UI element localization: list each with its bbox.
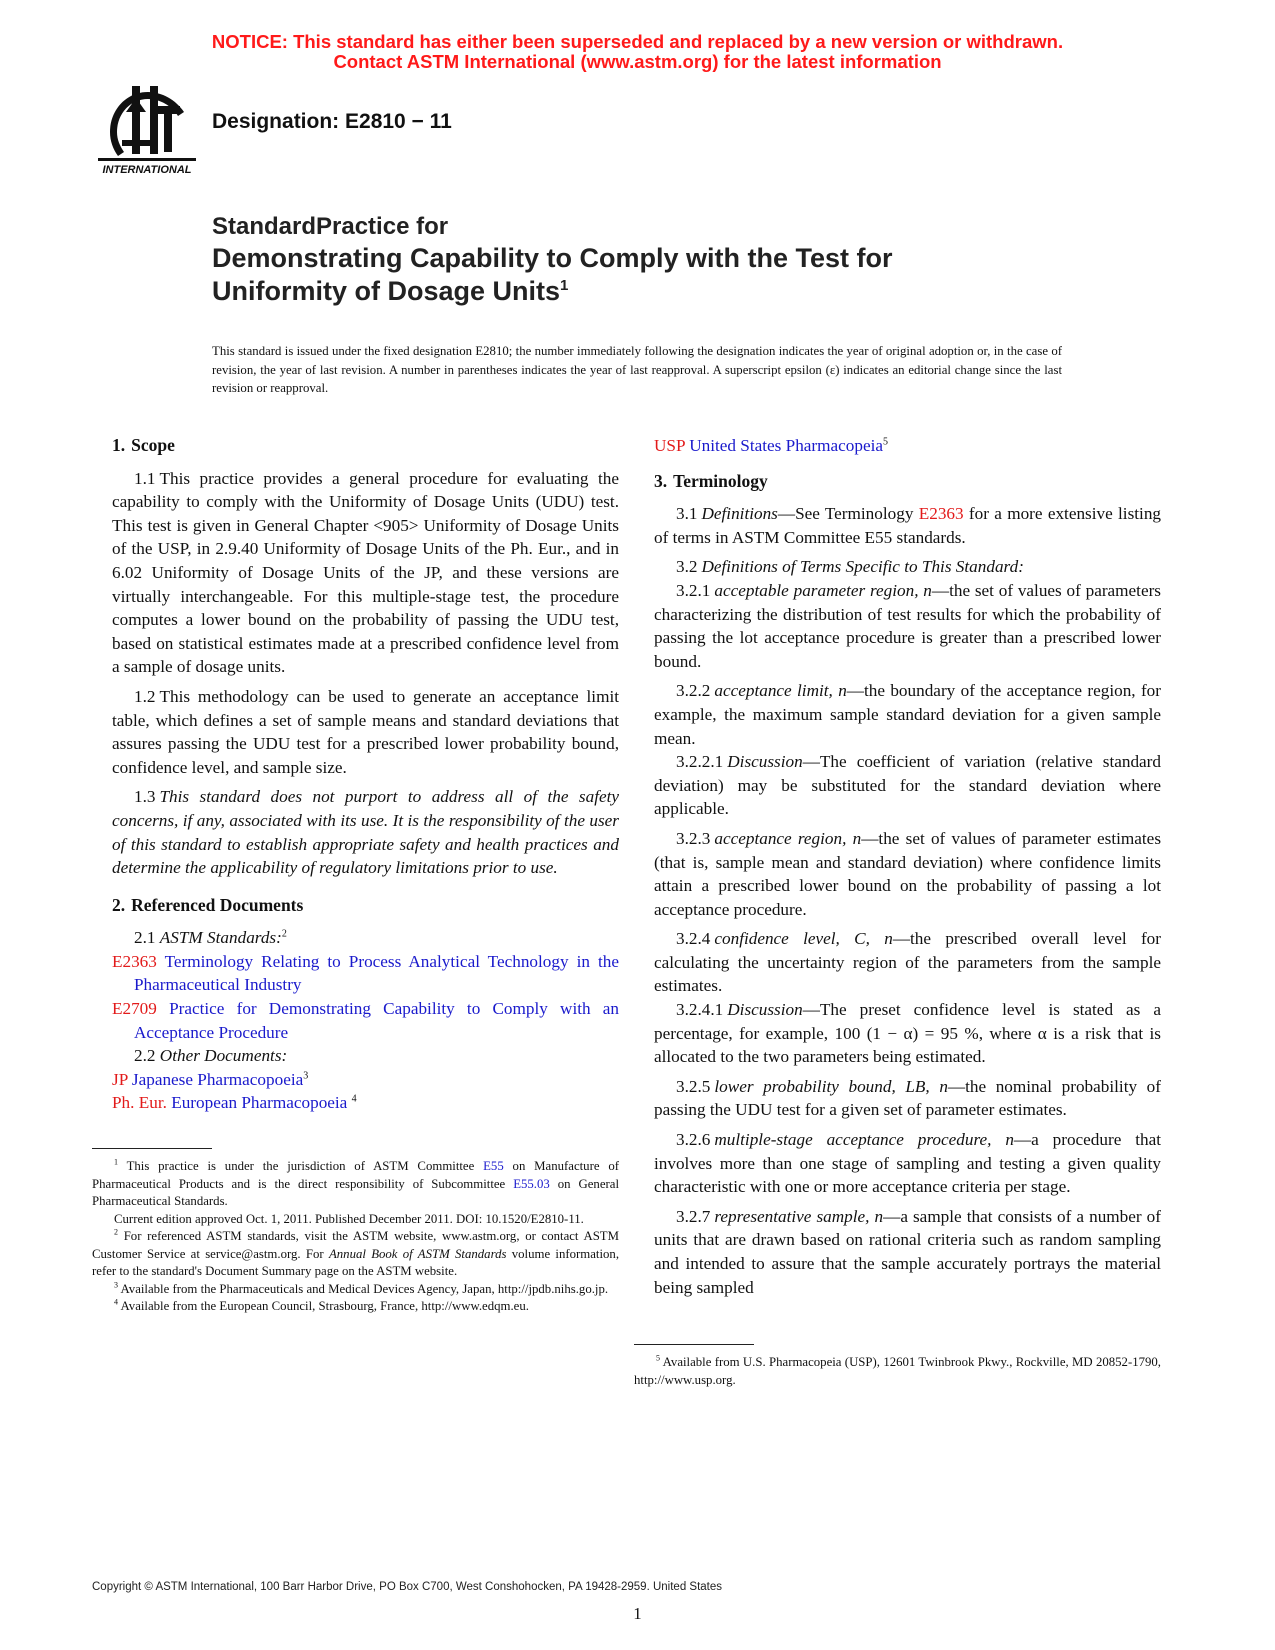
footnote-5: $^5$ Available from U.S. Pharmacopeia (USP), 12601 Twinbrook Pkwy., Rockville, MD 20852-1790, http://www.usp.org.	[634, 1353, 1161, 1387]
title-line-1: Demonstrating Capability to Comply with the Test for	[212, 243, 893, 273]
term-3-2-5: 3.2.5 lower probability bound, LB, n—the nominal probability of passing the UDU test for a given set of parameter estimates.	[654, 1076, 1161, 1120]
scope-1-2: 1.2 This methodology can be used to generate an acceptance limit table, which defines a set of sample means and standard deviations that assures passing the UDU test for a prescribed lower probability bound, confidence level, and sample size.	[112, 686, 619, 777]
footnote-1: $^1$ This practice is under the jurisdiction of ASTM Committee E55 on Manufacture of Pharmaceutical Products and is the direct responsibility of Subcommittee E55.03 on General Pharmaceutical Standards.	[92, 1157, 620, 1208]
issued-note: This standard is issued under the fixed designation E2810; the number immediately following the designation indicates the year of original adoption or, in the case of revision, the year of last revision. A number in parentheses indicates the year of last reapproval. A superscript epsilon (ε) indicates an editorial change since the last revision or reapproval.	[212, 344, 1062, 395]
term-3-2-6: 3.2.6 multiple-stage acceptance procedure, n—a procedure that involves more than one stage of sampling and testing a given quality characteristic with one or more acceptance criteria per stage.	[654, 1130, 1161, 1197]
notice-line-2: Contact ASTM International (www.astm.org) for the latest information	[333, 51, 942, 72]
term-3-2-4-1: 3.2.4.1 Discussion—The preset confidence level is stated as a percentage, for example, 100 (1 − α) = 95 %, where α is a risk that is allocated to the two parameters being estimated.	[654, 1000, 1161, 1067]
right-column	[654, 434, 1161, 1305]
term-3-2: 3.2 Definitions of Terms Specific to This Standard:	[676, 557, 1024, 577]
copyright: Copyright © ASTM International, 100 Barr Harbor Drive, PO Box C700, West Conshohocken, PA 19428-2959. United States	[92, 1581, 723, 1593]
left-column	[112, 434, 619, 1115]
term-3-2-1: 3.2.1 acceptable parameter region, n—the set of values of parameters characterizing the distribution of test results for which the probability of passing the lot acceptance procedure is greater than a prescribed lower bound.	[654, 580, 1161, 671]
document-title	[212, 212, 1172, 308]
designation: Designation: E2810 − 11	[212, 110, 452, 133]
scope-1-3: 1.3 This standard does not purport to address all of the safety concerns, if any, associated with its use. It is the responsibility of the user of this standard to establish appropriate safety and health practices and determine the applicability of regulatory limitations prior to use.	[112, 787, 619, 878]
astm-standards-label: 2.1 ASTM Standards:$^2$	[134, 928, 287, 948]
ref-usp[interactable]: USP United States Pharmacopeia$^5$	[654, 436, 888, 455]
footnote-rule-left	[92, 1148, 212, 1149]
scope-heading: 1. Scope	[112, 435, 175, 455]
footnote-1-edition: Current edition approved Oct. 1, 2011. Published December 2011. DOI: 10.1520/E2810-11.	[114, 1211, 584, 1226]
references-heading: 2. Referenced Documents	[112, 894, 304, 915]
term-3-2-2-1: 3.2.2.1 Discussion—The coefficient of variation (relative standard deviation) may be substituted for the standard deviation where applicable.	[654, 752, 1161, 819]
term-3-2-2: 3.2.2 acceptance limit, n—the boundary of the acceptance region, for example, the maximum sample standard deviation for a given sample mean.	[654, 681, 1161, 748]
page-number: 1	[633, 1604, 642, 1623]
ref-jp[interactable]: JP Japanese Pharmacopoeia$^3$	[112, 1069, 309, 1089]
astm-logo-icon	[92, 80, 202, 180]
title-line-2	[212, 275, 1172, 308]
term-3-1: 3.1 Definitions—See Terminology E2363 for a more extensive listing of terms in ASTM Committee E55 standards.	[654, 504, 1162, 547]
ref-e2709[interactable]: E2709 Practice for Demonstrating Capability to Comply with an Acceptance Procedure	[112, 999, 620, 1042]
notice-line-1: NOTICE: This standard has either been superseded and replaced by a new version or withdrawn.	[211, 31, 1064, 52]
footnote-2: $^2$ For referenced ASTM standards, visit the ASTM website, www.astm.org, or contact ASTM Customer Service at service@astm.org. For Annual Book of ASTM Standards volume information, refer to the standard's Document Summary page on the ASTM website.	[92, 1227, 620, 1278]
footnote-4: $^4$ Available from the European Council, Strasbourg, France, http://www.edqm.eu.	[114, 1297, 529, 1313]
term-3-2-3: 3.2.3 acceptance region, n—the set of values of parameter estimates (that is, sample mean and standard deviation) where confidence limits attain a prescribed lower bound on the probability of passing a lot acceptance procedure.	[654, 828, 1162, 919]
ref-e2363[interactable]: E2363 Terminology Relating to Process Analytical Technology in the Pharmaceutical Industry	[112, 951, 619, 995]
superseded-notice	[0, 32, 1275, 72]
ref-pheur[interactable]: Ph. Eur. European Pharmacopoeia $^4$	[112, 1093, 357, 1113]
title-line-2-text: Uniformity of Dosage Units	[212, 276, 561, 306]
footnotes-left	[92, 1158, 619, 1316]
term-3-2-7: 3.2.7 representative sample, n—a sample that consists of a number of units that are drawn based on rational criteria such as random sampling and intended to assure that the sample accurately portrays the material being sampled	[654, 1206, 1161, 1297]
logo-text: INTERNATIONAL	[102, 164, 192, 176]
term-3-2-4: 3.2.4 confidence level, C, n—the prescribed overall level for calculating the uncertainty region of the parameters from the sample estimates.	[654, 929, 1161, 996]
terminology-heading: 3. Terminology	[654, 470, 768, 491]
footnotes-right	[634, 1354, 1161, 1389]
title-footnote-mark[interactable]: 1	[560, 277, 569, 294]
footnote-rule-right	[634, 1344, 754, 1345]
other-documents-label: 2.2 Other Documents:	[134, 1046, 288, 1066]
title-pre: StandardPractice for	[212, 213, 449, 240]
scope-1-1: 1.1 This practice provides a general procedure for evaluating the capability to comply with the Uniformity of Dosage Units (UDU) test. This test is given in General Chapter <905> Uniformity of Dosage Units of the USP, in 2.9.40 Uniformity of Dosage Units of the Ph. Eur., and in 6.02 Uniformity of Dosage Units of the JP, and these versions are virtually interchangeable. For this multiple-stage test, the procedure computes a lower bound on the probability of passing the UDU test, based on statistical estimates made at a prescribed confidence level from a sample of dosage units.	[112, 468, 619, 677]
footnote-3: $^3$ Available from the Pharmaceuticals and Medical Devices Agency, Japan, http://jpdb.nihs.go.jp.	[114, 1280, 609, 1296]
astm-logo	[92, 80, 202, 180]
